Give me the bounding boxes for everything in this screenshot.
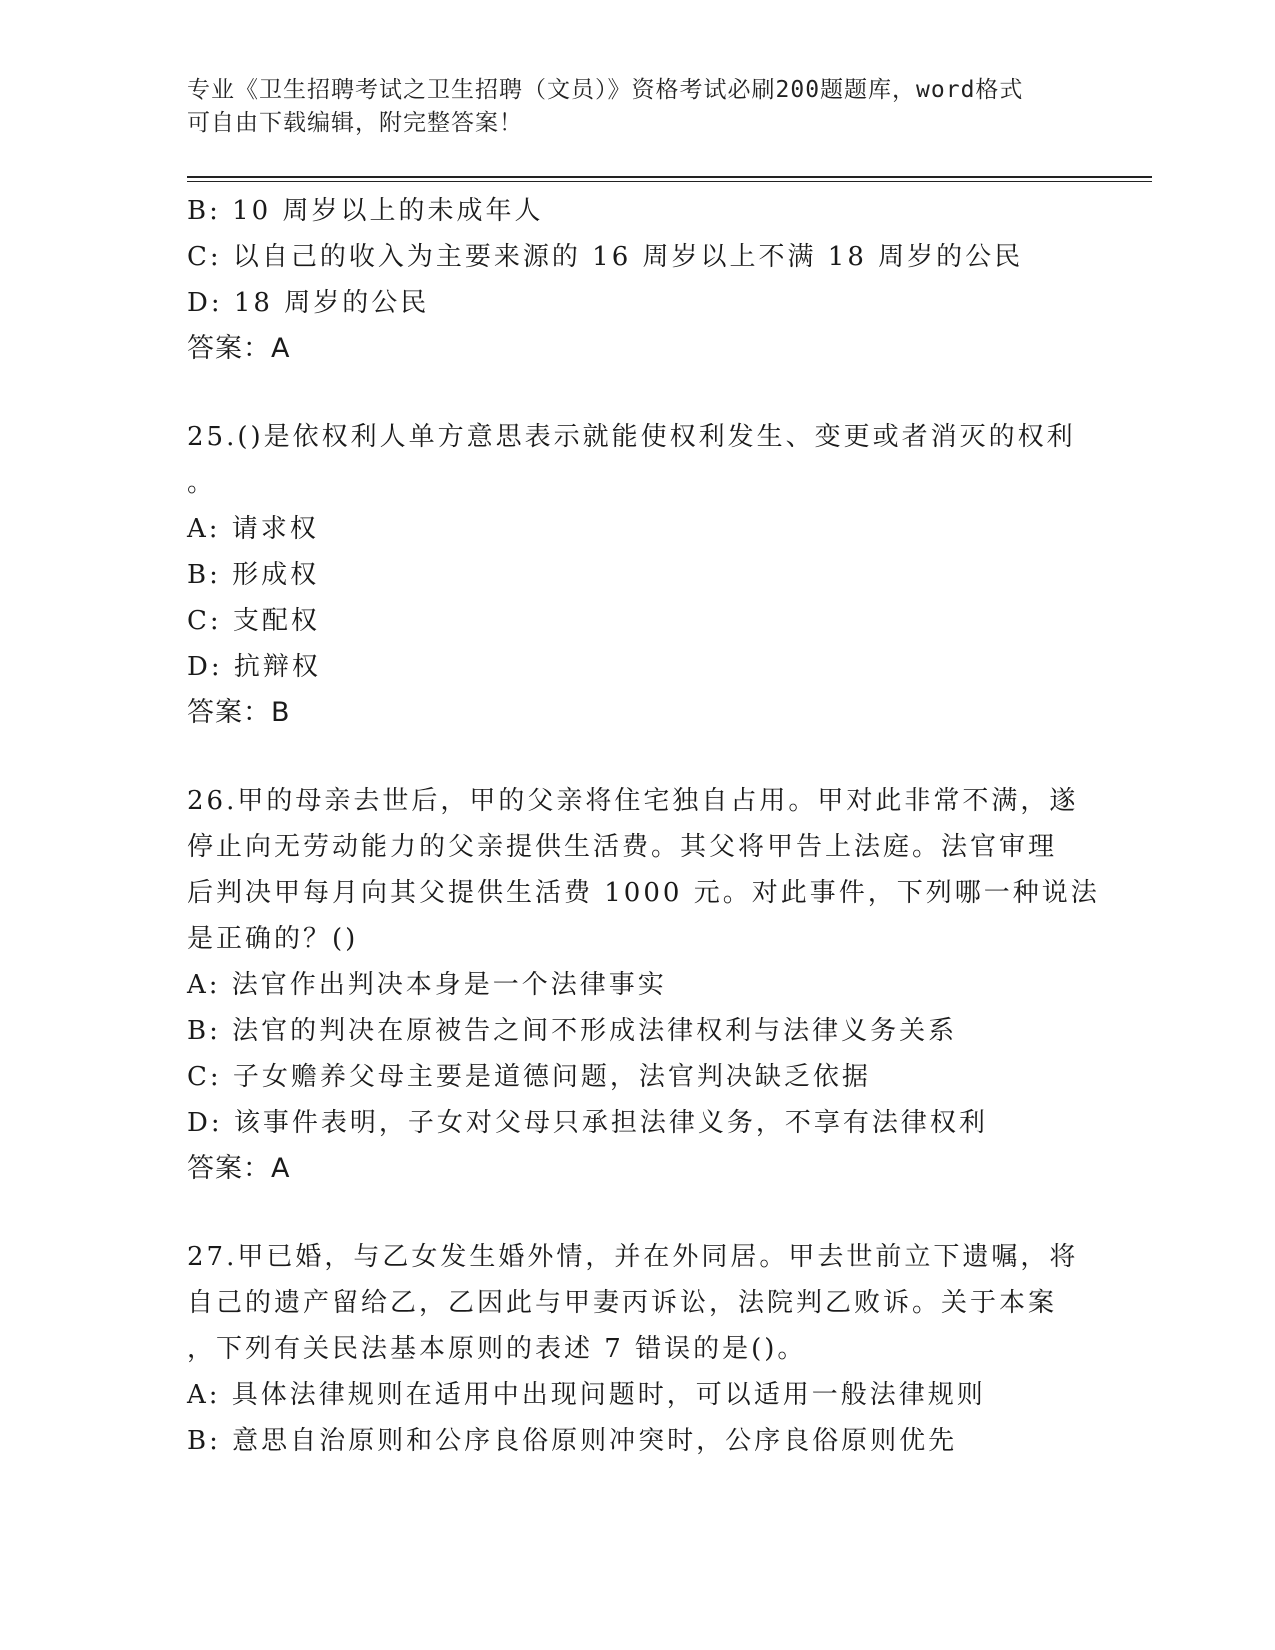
question-content bbox=[187, 188, 1100, 1464]
q27-option-a: A: 具体法律规则在适用中出现问题时，可以适用一般法律规则 bbox=[187, 1380, 986, 1410]
q26-option-d: D: 该事件表明，子女对父母只承担法律义务，不享有法律权利 bbox=[187, 1108, 988, 1138]
question-26 bbox=[187, 778, 1100, 1192]
q27-stem-line-1: 27.甲已婚，与乙女发生婚外情，并在外同居。甲去世前立下遗嘱，将 bbox=[187, 1242, 1079, 1272]
q26-option-b: B: 法官的判决在原被告之间不形成法律权利与法律义务关系 bbox=[187, 1016, 958, 1046]
q26-stem-line-4: 是正确的？() bbox=[187, 924, 359, 954]
header-title-line-1: 专业《卫生招聘考试之卫生招聘（文员）》资格考试必刷200题题库，word格式 bbox=[187, 77, 1024, 103]
q27-stem-line-2: 自己的遗产留给乙，乙因此与甲妻丙诉讼，法院判乙败诉。关于本案 bbox=[187, 1288, 1058, 1318]
q27-stem-line-3: ，下列有关民法基本原则的表述 7 错误的是()。 bbox=[187, 1334, 807, 1364]
q25-option-d: D: 抗辩权 bbox=[187, 652, 321, 682]
q26-option-a: A: 法官作出判决本身是一个法律事实 bbox=[187, 970, 667, 1000]
q25-option-c: C: 支配权 bbox=[187, 606, 320, 636]
header-divider-thick bbox=[187, 176, 1152, 178]
question-25 bbox=[187, 414, 1087, 736]
q24-option-b: B: 10 周岁以上的未成年人 bbox=[187, 196, 544, 226]
header-title-line-2: 可自由下载编辑，附完整答案！ bbox=[187, 110, 523, 136]
q26-answer: 答案：A bbox=[187, 1153, 291, 1184]
question-27 bbox=[187, 1234, 1087, 1464]
q26-stem-line-3: 后判决甲每月向其父提供生活费 1000 元。对此事件，下列哪一种说法 bbox=[187, 878, 1100, 908]
spacer bbox=[187, 736, 1087, 778]
q26-stem-line-2: 停止向无劳动能力的父亲提供生活费。其父将甲告上法庭。法官审理 bbox=[187, 832, 1058, 862]
q24-option-d: D: 18 周岁的公民 bbox=[187, 288, 430, 318]
spacer bbox=[187, 372, 1087, 414]
q24-answer: 答案：A bbox=[187, 333, 291, 364]
q26-stem-line-1: 26.甲的母亲去世后，甲的父亲将住宅独自占用。甲对此非常不满，遂 bbox=[187, 786, 1079, 816]
spacer bbox=[187, 1192, 1087, 1234]
q24-option-c: C: 以自己的收入为主要来源的 16 周岁以上不满 18 周岁的公民 bbox=[187, 242, 1024, 272]
q25-stem-line-1: 25.()是依权利人单方意思表示就能使权利发生、变更或者消灭的权利 bbox=[187, 422, 1076, 452]
document-header bbox=[187, 74, 1067, 140]
q25-answer: 答案：B bbox=[187, 697, 291, 728]
q25-option-a: A: 请求权 bbox=[187, 514, 319, 544]
q25-option-b: B: 形成权 bbox=[187, 560, 320, 590]
q25-stem-line-2: 。 bbox=[187, 468, 217, 498]
q27-option-b: B: 意思自治原则和公序良俗原则冲突时，公序良俗原则优先 bbox=[187, 1426, 958, 1456]
header-divider-thin bbox=[187, 181, 1152, 182]
question-24-tail bbox=[187, 188, 1087, 372]
q26-option-c: C: 子女赡养父母主要是道德问题，法官判决缺乏依据 bbox=[187, 1062, 871, 1092]
